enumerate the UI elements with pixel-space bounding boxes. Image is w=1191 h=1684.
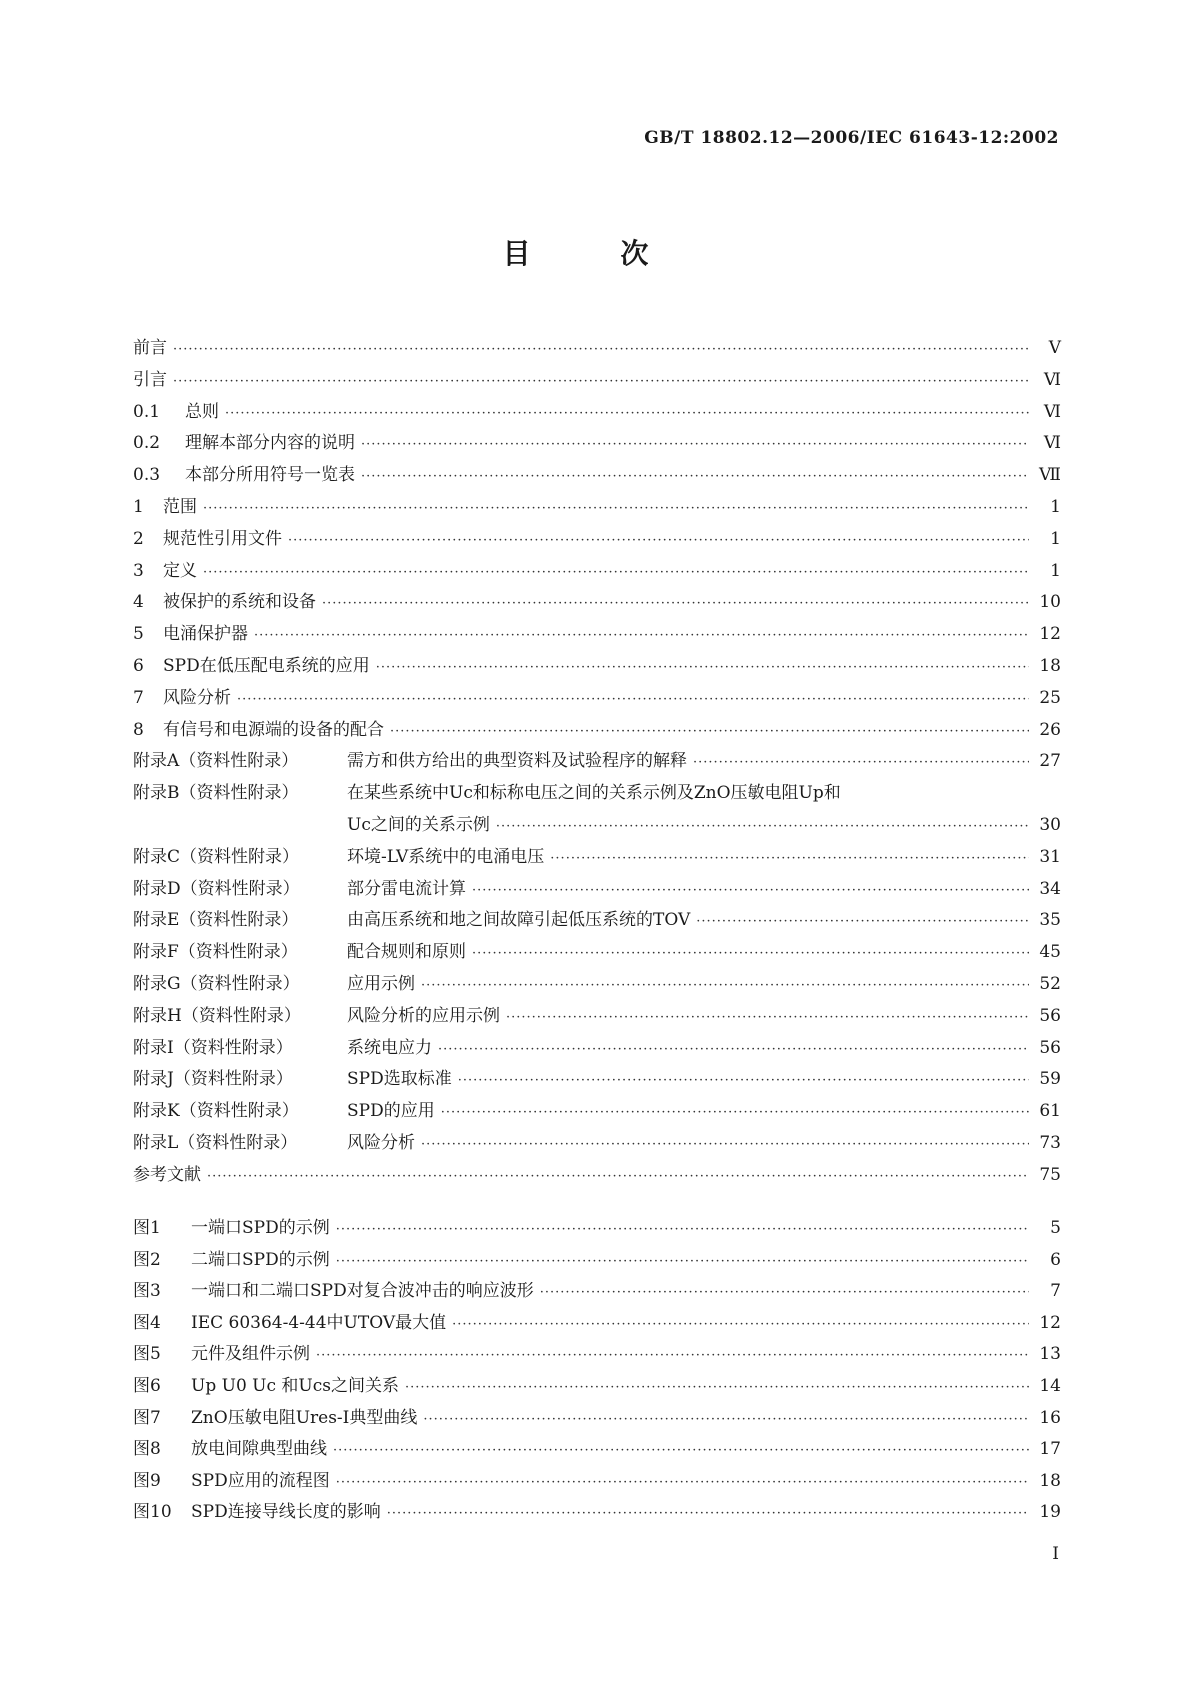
toc-leader-dots (333, 1435, 1029, 1467)
toc-leader-dots (405, 1372, 1029, 1404)
toc-page-number: 12 (1039, 624, 1061, 645)
toc-entry-text: 规范性引用文件 (163, 528, 282, 549)
toc-page-number: 14 (1039, 1375, 1061, 1396)
toc-leader-dots (423, 1404, 1029, 1436)
toc-leader-dots (336, 1246, 1029, 1278)
toc-entry-text: 在某些系统中Uc和标称电压之间的关系示例及ZnO压敏电阻Up和 (347, 783, 841, 804)
toc-entry-number: 0.2 (133, 433, 161, 454)
toc-entry-text: 风险分析的应用示例 (347, 1005, 500, 1026)
figure-title: 二端口SPD的示例 (191, 1249, 330, 1270)
toc-annex-label: 附录B（资料性附录） (133, 783, 299, 804)
toc-leader-dots (472, 938, 1029, 970)
toc-leader-dots (387, 1498, 1029, 1530)
toc-entry-text: 环境-LV系统中的电涌电压 (347, 846, 545, 867)
toc-page-number: 5 (1050, 1218, 1061, 1238)
toc-entry-text: 引言 (133, 369, 167, 390)
toc-page-number: 26 (1039, 719, 1061, 740)
toc-leader-dots (540, 1277, 1029, 1309)
toc-entry-annex-f[interactable] (133, 937, 1061, 969)
toc-page-number: 1 (1050, 560, 1061, 581)
toc-leader-dots (237, 684, 1029, 716)
toc-page-number: 35 (1039, 910, 1061, 931)
figure-label: 图3 (133, 1281, 161, 1302)
toc-entry-number: 8 (133, 719, 144, 740)
toc-leader-dots (452, 1309, 1029, 1341)
toc-entry-number: 0.3 (133, 465, 161, 486)
toc-entry-text: 理解本部分内容的说明 (185, 433, 355, 454)
toc-entry-text-continued: Uc之间的关系示例 (347, 814, 490, 835)
toc-entry-text: SPD在低压配电系统的应用 (163, 655, 370, 676)
toc-page-number: 56 (1039, 1005, 1061, 1026)
toc-entry-6[interactable] (133, 651, 1061, 683)
toc-entry-0-1[interactable] (133, 397, 1061, 429)
toc-entry-annex-i[interactable] (133, 1033, 1061, 1065)
figure-entry-2[interactable] (133, 1245, 1061, 1277)
toc-page-number: Ⅶ (1039, 465, 1061, 486)
toc-leader-dots (254, 620, 1029, 652)
page-number: I (1052, 1544, 1059, 1564)
toc-entry-1[interactable] (133, 492, 1061, 524)
toc-page-number: 16 (1039, 1407, 1061, 1428)
toc-page-number: 7 (1050, 1281, 1061, 1302)
toc-entry-text: SPD的应用 (347, 1101, 435, 1122)
figure-title: IEC 60364-4-44中UTOV最大值 (191, 1312, 447, 1333)
toc-leader-dots (225, 398, 1029, 430)
toc-page-number: 18 (1039, 1470, 1061, 1491)
toc-entry-text: 总则 (185, 401, 219, 422)
figure-entry-3[interactable] (133, 1276, 1061, 1308)
toc-page-number: Ⅵ (1043, 433, 1061, 454)
toc-entry-annex-l[interactable] (133, 1128, 1061, 1160)
toc-page-number: 17 (1039, 1439, 1061, 1460)
toc-page-number: 45 (1039, 942, 1061, 963)
figure-entry-6[interactable] (133, 1371, 1061, 1403)
toc-leader-dots (173, 366, 1029, 398)
toc-entry-number: 0.1 (133, 401, 161, 422)
figure-entry-9[interactable] (133, 1466, 1061, 1498)
toc-leader-dots (336, 1214, 1029, 1246)
toc-entry-text: 配合规则和原则 (347, 942, 466, 963)
figure-entry-7[interactable] (133, 1403, 1061, 1435)
toc-entry-annex-c[interactable] (133, 842, 1061, 874)
toc-entry-annex-b[interactable] (133, 778, 1061, 810)
figure-label: 图9 (133, 1470, 161, 1491)
toc-entry-0-3[interactable] (133, 460, 1061, 492)
toc-annex-label: 附录J（资料性附录） (133, 1069, 293, 1090)
toc-entry-number: 7 (133, 687, 144, 708)
toc-entry-text: SPD选取标准 (347, 1069, 452, 1090)
figure-title: Up U0 Uc 和Ucs之间关系 (191, 1375, 399, 1396)
toc-leader-dots (361, 429, 1029, 461)
toc-page-number: 1 (1050, 528, 1061, 549)
toc-page-number: 52 (1039, 973, 1061, 994)
toc-leader-dots (421, 970, 1029, 1002)
toc-leader-dots (696, 906, 1029, 938)
figure-entry-8[interactable] (133, 1434, 1061, 1466)
toc-page-number: 25 (1039, 687, 1061, 708)
figure-label: 图1 (133, 1218, 161, 1238)
toc-leader-dots (322, 588, 1029, 620)
figure-title: SPD应用的流程图 (191, 1470, 330, 1491)
toc-entry-text: 电涌保护器 (163, 624, 248, 645)
toc-leader-dots (506, 1002, 1029, 1034)
toc-annex-label: 附录G（资料性附录） (133, 973, 300, 994)
toc-leader-dots (203, 557, 1029, 589)
figure-label: 图6 (133, 1375, 161, 1396)
toc-leader-dots (288, 525, 1029, 557)
toc-annex-label: 附录A（资料性附录） (133, 751, 299, 772)
toc-entry-text: 本部分所用符号一览表 (185, 465, 355, 486)
list-of-figures (133, 1213, 1061, 1529)
toc-page-number: 18 (1039, 655, 1061, 676)
toc-leader-dots (693, 747, 1029, 779)
toc-entry-8[interactable] (133, 715, 1061, 747)
toc-page-number: 75 (1039, 1164, 1061, 1185)
toc-entry-text: 定义 (163, 560, 197, 581)
toc-entry-number: 3 (133, 560, 144, 581)
figure-entry-1[interactable] (133, 1213, 1061, 1245)
toc-entry-7[interactable] (133, 683, 1061, 715)
toc-entry-number: 6 (133, 655, 144, 676)
toc-entry-2[interactable] (133, 524, 1061, 556)
toc-page-number: 59 (1039, 1069, 1061, 1090)
figure-title: 一端口SPD的示例 (191, 1218, 330, 1238)
toc-entry-4[interactable] (133, 587, 1061, 619)
toc-page-number: Ⅵ (1043, 401, 1061, 422)
toc-leader-dots (173, 334, 1029, 366)
toc-leader-dots (376, 652, 1029, 684)
toc-leader-dots (441, 1097, 1029, 1129)
figure-title: ZnO压敏电阻Ures-I典型曲线 (191, 1407, 418, 1428)
toc-entry-0-2[interactable] (133, 428, 1061, 460)
toc-entry-text: 风险分析 (163, 687, 231, 708)
toc-annex-label: 附录L（资料性附录） (133, 1132, 298, 1153)
toc-entry-number: 2 (133, 528, 144, 549)
toc-entry-foreword[interactable] (133, 333, 1061, 365)
toc-entry-annex-e[interactable] (133, 905, 1061, 937)
toc-entry-text: 需方和供方给出的典型资料及试验程序的解释 (347, 751, 687, 772)
figure-title: 放电间隙典型曲线 (191, 1439, 327, 1460)
toc-entry-annex-h[interactable] (133, 1001, 1061, 1033)
toc-leader-dots (421, 1129, 1029, 1161)
toc-page-number: 30 (1039, 814, 1061, 835)
toc-entry-number: 4 (133, 592, 144, 613)
toc-annex-label: 附录I（资料性附录） (133, 1037, 293, 1058)
toc-annex-label: 附录C（资料性附录） (133, 846, 300, 867)
toc-page-number: 56 (1039, 1037, 1061, 1058)
toc-leader-dots (458, 1065, 1029, 1097)
document-header: GB/T 18802.12—2006/IEC 61643-12:2002 (644, 128, 1059, 148)
figure-entry-5[interactable] (133, 1339, 1061, 1371)
toc-page-number: 1 (1050, 496, 1061, 517)
toc-entry-text: 被保护的系统和设备 (163, 592, 316, 613)
figure-label: 图5 (133, 1344, 161, 1365)
toc-entry-annex-j[interactable] (133, 1064, 1061, 1096)
figure-title: 元件及组件示例 (191, 1344, 310, 1365)
toc-entry-annex-k[interactable] (133, 1096, 1061, 1128)
toc-entry-text: 前言 (133, 338, 167, 358)
toc-entry-annex-g[interactable] (133, 969, 1061, 1001)
toc-page-number: 19 (1039, 1502, 1061, 1523)
figure-label: 图7 (133, 1407, 161, 1428)
toc-annex-label: 附录K（资料性附录） (133, 1101, 299, 1122)
toc-page-number: 34 (1039, 878, 1061, 899)
toc-leader-dots (496, 811, 1029, 843)
figure-entry-10[interactable] (133, 1497, 1061, 1529)
toc-entry-introduction[interactable] (133, 365, 1061, 397)
toc-leader-dots (438, 1034, 1029, 1066)
figure-entry-4[interactable] (133, 1308, 1061, 1340)
toc-entry-number: 1 (133, 496, 144, 517)
toc-page-number: Ⅴ (1048, 338, 1061, 358)
toc-page-number: 27 (1039, 751, 1061, 772)
figure-label: 图2 (133, 1249, 161, 1270)
toc-entry-text: 应用示例 (347, 973, 415, 994)
toc-entry-annex-a[interactable] (133, 746, 1061, 778)
toc-annex-label: 附录F（资料性附录） (133, 942, 298, 963)
toc-leader-dots (472, 875, 1029, 907)
toc-page-number: 12 (1039, 1312, 1061, 1333)
toc-leader-dots (336, 1467, 1029, 1499)
toc-entry-text: 有信号和电源端的设备的配合 (163, 719, 384, 740)
toc-leader-dots (207, 1161, 1029, 1193)
toc-leader-dots (361, 461, 1029, 493)
toc-entry-number: 5 (133, 624, 144, 645)
toc-page-number: Ⅵ (1043, 369, 1061, 390)
toc-entry-5[interactable] (133, 619, 1061, 651)
toc-leader-dots (203, 493, 1029, 525)
toc-page-number: 31 (1039, 846, 1061, 867)
toc-entry-text: 系统电应力 (347, 1037, 432, 1058)
toc-annex-label: 附录D（资料性附录） (133, 878, 300, 899)
toc-annex-label: 附录E（资料性附录） (133, 910, 299, 931)
toc-page-number: 6 (1050, 1249, 1061, 1270)
toc-entry-text: 由高压系统和地之间故障引起低压系统的TOV (347, 910, 691, 931)
toc-entry-text: 范围 (163, 496, 197, 517)
toc-page-number: 10 (1039, 592, 1061, 613)
toc-page-number: 73 (1039, 1132, 1061, 1153)
table-of-contents (133, 333, 1061, 1192)
toc-entry-annex-b-continued[interactable] (133, 810, 1061, 842)
toc-entry-bibliography[interactable] (133, 1160, 1061, 1192)
toc-leader-dots (390, 716, 1029, 748)
figure-label: 图4 (133, 1312, 161, 1333)
toc-entry-text: 风险分析 (347, 1132, 415, 1153)
figure-title: 一端口和二端口SPD对复合波冲击的响应波形 (191, 1281, 534, 1302)
toc-entry-annex-d[interactable] (133, 874, 1061, 906)
toc-entry-text: 参考文献 (133, 1164, 201, 1185)
toc-entry-text: 部分雷电流计算 (347, 878, 466, 899)
figure-label: 图10 (133, 1502, 172, 1523)
toc-leader-dots (550, 843, 1029, 875)
toc-page-number: 61 (1039, 1101, 1061, 1122)
toc-page-number: 13 (1039, 1344, 1061, 1365)
figure-label: 图8 (133, 1439, 161, 1460)
toc-leader-dots (316, 1340, 1029, 1372)
figure-title: SPD连接导线长度的影响 (191, 1502, 381, 1523)
toc-entry-3[interactable] (133, 556, 1061, 588)
toc-annex-label: 附录H（资料性附录） (133, 1005, 301, 1026)
page-title: 目 次 (502, 237, 689, 270)
